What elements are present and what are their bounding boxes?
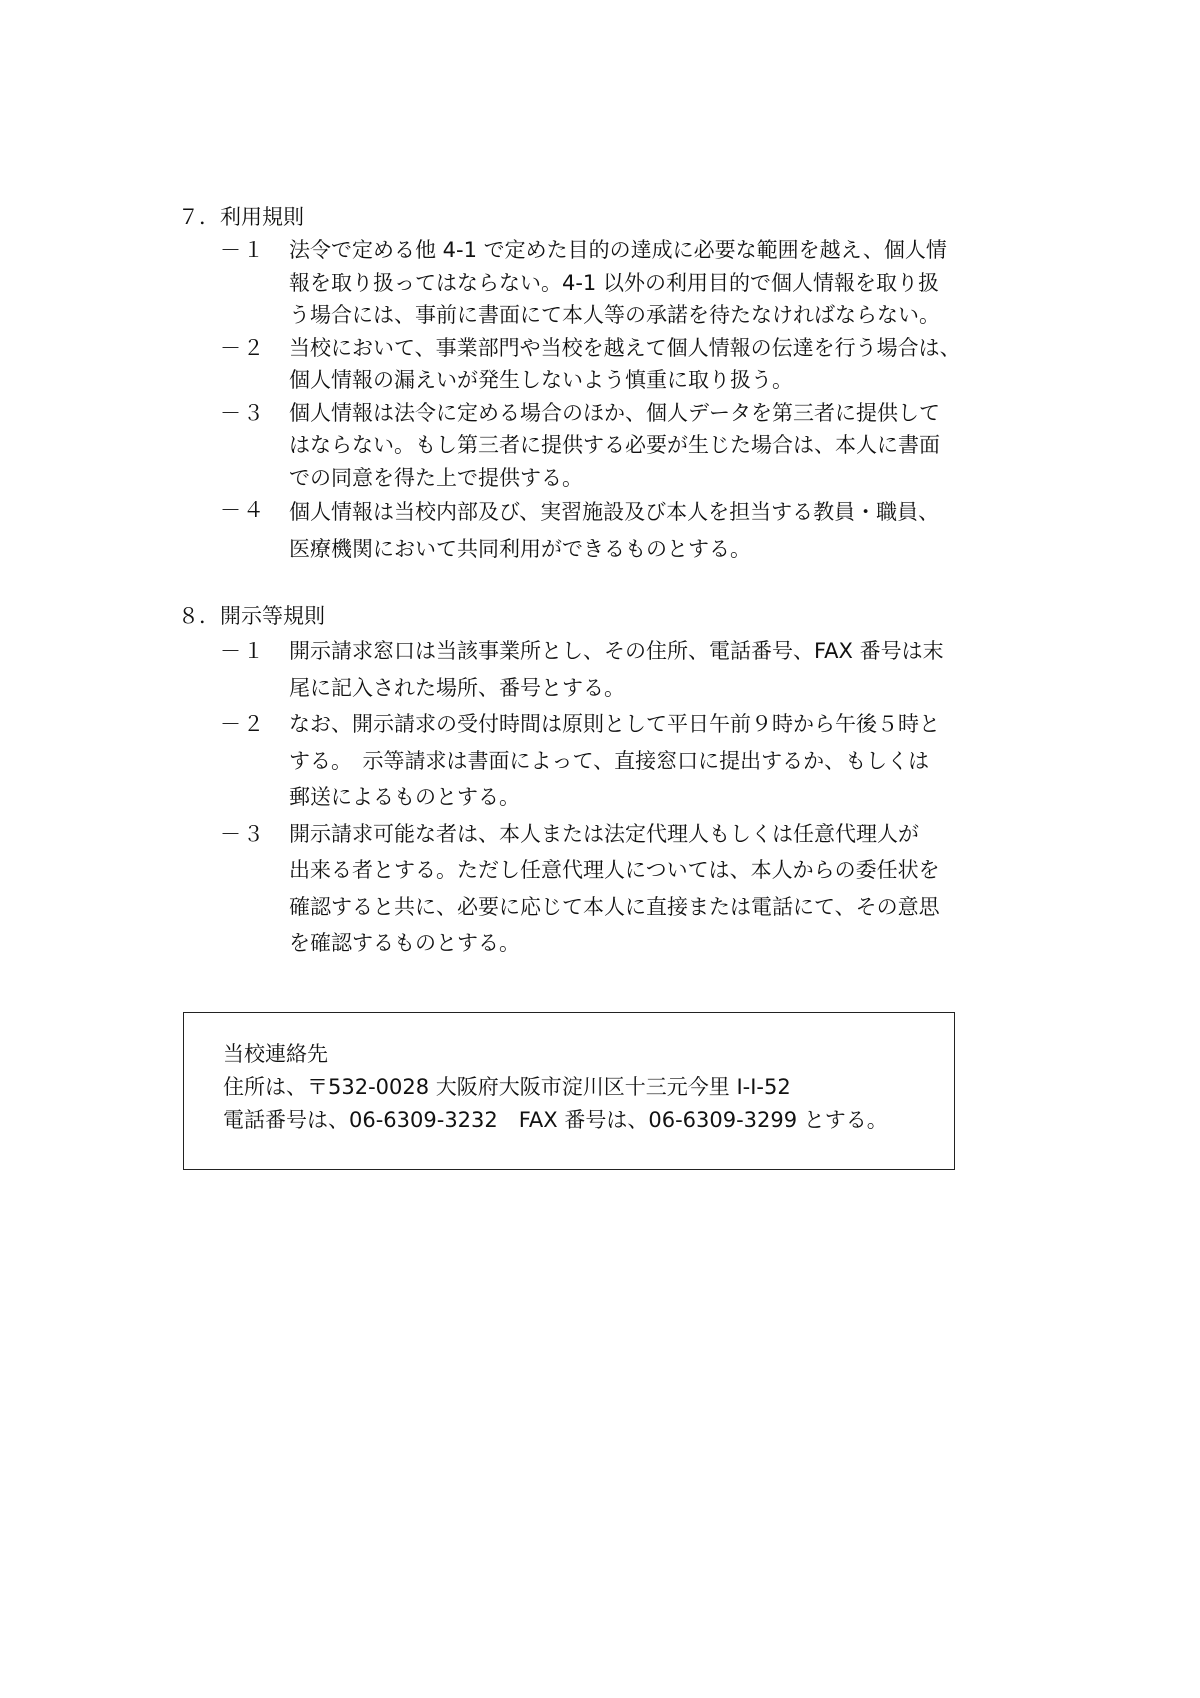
item-text-line: 当校において、事業部門や当校を越えて個人情報の伝達を行う場合は、 (289, 335, 961, 360)
item-text-line: 報を取り扱ってはならない。4-1 以外の利用目的で個人情報を取り扱 (289, 270, 939, 295)
item-text-line: 医療機関において共同利用ができるものとする。 (289, 537, 751, 561)
contact-phone-fax: 電話番号は、06-6309-3232 FAX 番号は、06-6309-3299 とする。 (223, 1108, 888, 1132)
list-item (178, 494, 1058, 568)
list-item (178, 397, 1058, 495)
item-marker: －２ (220, 335, 266, 360)
item-text-line: はならない。もし第三者に提供する必要が生じた場合は、本人に書面 (289, 433, 940, 457)
item-marker: －３ (220, 400, 266, 425)
item-marker: －１ (220, 639, 266, 663)
section-disclosure-rules (178, 599, 1058, 962)
section-heading: ８．開示等規則 (178, 604, 325, 628)
item-marker: －２ (220, 712, 266, 736)
item-text-line: なお、開示請求の受付時間は原則として平日午前９時から午後５時と (289, 712, 940, 736)
item-text-line: 確認すると共に、必要に応じて本人に直接または電話にて、その意思 (289, 894, 940, 919)
list-item (178, 332, 1058, 397)
item-text-line: 法令で定める他 4-1 で定めた目的の達成に必要な範囲を越え、個人情 (289, 238, 947, 262)
item-marker: －４ (220, 498, 266, 522)
list-item (178, 633, 1058, 706)
item-marker: －１ (220, 238, 266, 262)
item-text-line: する。 示等請求は書面によって、直接窓口に提出するか、もしくは (289, 748, 930, 773)
item-text-line: 尾に記入された場所、番号とする。 (289, 675, 625, 700)
section-heading: ７．利用規則 (178, 205, 304, 229)
list-item (178, 816, 1058, 962)
contact-box (183, 1012, 955, 1170)
item-text-line: での同意を得た上で提供する。 (289, 465, 583, 490)
item-text-line: う場合には、事前に書面にて本人等の承諾を待たなければならない。 (289, 303, 940, 327)
contact-title: 当校連絡先 (223, 1042, 328, 1066)
section-usage-rules (178, 200, 1058, 568)
item-text-line: 個人情報は法令に定める場合のほか、個人データを第三者に提供して (289, 400, 940, 425)
item-text-line: 個人情報の漏えいが発生しないよう慎重に取り扱う。 (289, 368, 793, 392)
item-text-line: 個人情報は当校内部及び、実習施設及び本人を担当する教員・職員、 (289, 500, 940, 524)
list-item (178, 234, 1058, 332)
item-text-line: 開示請求可能な者は、本人または法定代理人もしくは任意代理人が (289, 821, 919, 846)
contact-address: 住所は、〒532-0028 大阪府大阪市淀川区十三元今里 I-I-52 (223, 1075, 791, 1099)
list-item (178, 706, 1058, 816)
item-text-line: 出来る者とする。ただし任意代理人については、本人からの委任状を (289, 858, 940, 882)
item-text-line: 郵送によるものとする。 (289, 785, 520, 809)
item-text-line: を確認するものとする。 (289, 931, 520, 955)
item-marker: －３ (220, 821, 266, 846)
item-text-line: 開示請求窓口は当該事業所とし、その住所、電話番号、FAX 番号は末 (289, 639, 944, 663)
